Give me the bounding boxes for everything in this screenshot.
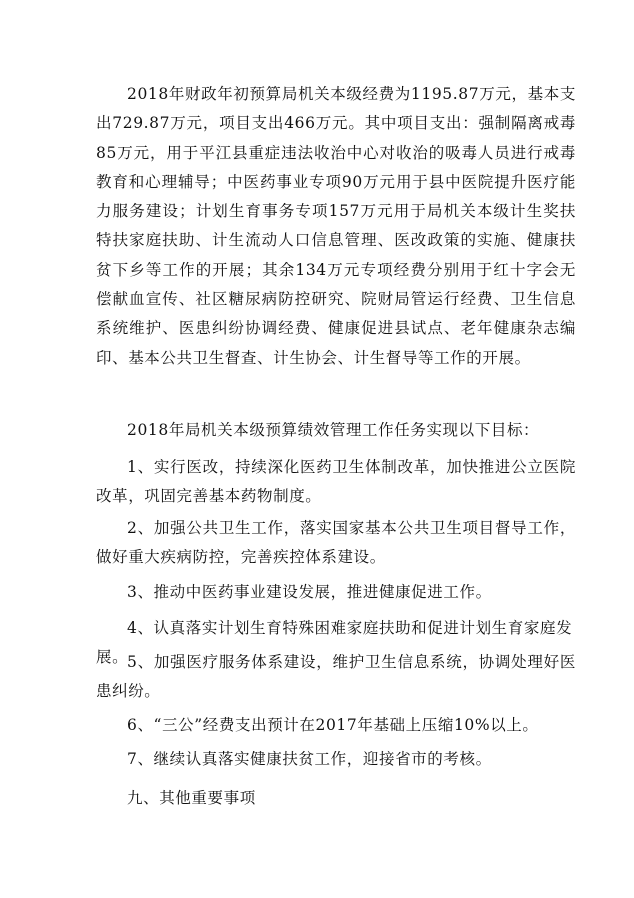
goal-item-1: 1、实行医改，持续深化医药卫生体制改革，加快推进公立医院改革，巩固完善基本药物制度。 <box>96 458 576 506</box>
section-heading: 九、其他重要事项 <box>127 789 256 807</box>
goal-item-3: 3、推动中医药事业建设发展，推进健康促进工作。 <box>127 583 492 601</box>
goal-item-6: 6、“三公”经费支出预计在2017年基础上压缩10%以上。 <box>127 716 539 734</box>
goal-item-2: 2、加强公共卫生工作，落实国家基本公共卫生项目督导工作，做好重大疾病防控，完善疾控体系建设。 <box>96 519 576 567</box>
goal-item-4: 4、认真落实计划生育特殊困难家庭扶助和促进计划生育家庭发展。 <box>96 619 573 667</box>
goals-intro: 2018年局机关本级预算绩效管理工作任务实现以下目标： <box>127 421 540 439</box>
goal-item-5: 5、加强医疗服务体系建设，维护卫生信息系统，协调处理好医患纠纷。 <box>96 653 576 701</box>
budget-paragraph: 2018年财政年初预算局机关本级经费为1195.87万元，基本支出729.87万元，项目支出466万元。其中项目支出：强制隔离戒毒85万元，用于平江县重症违法收治中心对收治的吸毒人员进行戒毒教育和心理辅导；中医药事业专项90万元用于县中医院提升医疗能力服务建设；计划生育事务专项157万元用于局机关本级计生奖扶特扶家庭扶助、计生流动人口信息管理、医改政策的实施、健康扶贫下乡等工作的开展；其余134万元专项经费分别用于红十字会无偿献血宣传、社区糖尿病防控研究、院财局管运行经费、卫生信息系统维护、医患纠纷协调经费、健康促进县试点、老年健康杂志编印、基本公共卫生督查、计生协会、计生督导等工作的开展。 <box>96 85 576 367</box>
goal-item-7: 7、继续认真落实健康扶贫工作，迎接省市的考核。 <box>127 750 492 768</box>
